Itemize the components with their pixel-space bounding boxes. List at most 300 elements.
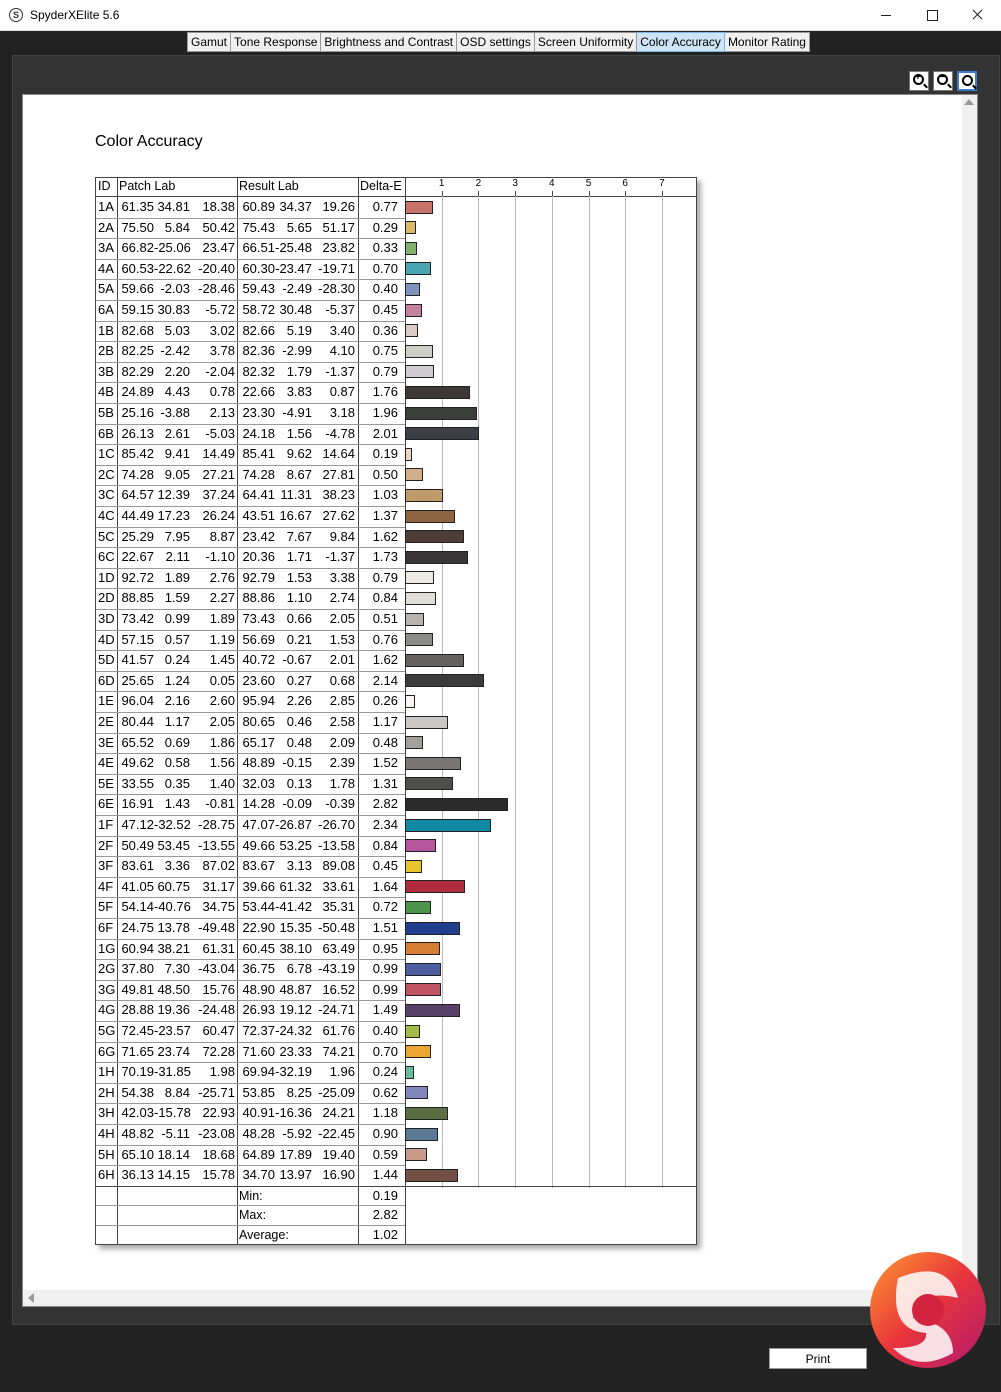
cell-result-lab: -0.09 <box>282 796 312 812</box>
cell-patch-lab: 61.35 <box>121 199 154 214</box>
cell-patch-id: 2A <box>98 219 114 235</box>
cell-result-lab: 51.17 <box>322 219 355 235</box>
cell-delta-e: 0.59 <box>372 1146 398 1162</box>
cell-result-lab: 49.66 <box>242 837 275 853</box>
cell-patch-lab: -5.03 <box>205 425 235 441</box>
cell-patch-id: 1E <box>98 693 114 709</box>
cell-result-lab: 3.38 <box>329 569 355 585</box>
cell-result-lab: 39.66 <box>242 878 275 894</box>
cell-patch-id: 2G <box>98 961 116 977</box>
delta-e-bar <box>405 819 491 832</box>
cell-patch-lab: 2.76 <box>209 569 235 585</box>
cell-result-lab: 19.26 <box>322 199 355 214</box>
cell-patch-lab: 2.61 <box>164 425 190 441</box>
cell-result-lab: 32.03 <box>242 775 275 791</box>
axis-tick-label: 1 <box>438 178 445 189</box>
tab-gamut[interactable]: Gamut <box>187 32 231 52</box>
cell-result-lab: 48.87 <box>279 981 312 997</box>
scroll-left-arrow-icon[interactable] <box>28 1293 34 1303</box>
cell-patch-lab: 54.38 <box>121 1084 154 1100</box>
cell-patch-lab: 37.80 <box>121 961 154 977</box>
summary-label: Max: <box>239 1208 267 1223</box>
delta-e-bar <box>405 571 434 584</box>
cell-patch-id: 2F <box>98 837 114 853</box>
zoom-fit-button[interactable] <box>957 71 977 91</box>
cell-delta-e: 0.26 <box>372 693 398 709</box>
cell-patch-lab: 2.20 <box>164 363 190 379</box>
cell-delta-e: 0.70 <box>372 1043 398 1059</box>
cell-patch-lab: -5.11 <box>161 1126 190 1141</box>
cell-result-lab: 11.31 <box>280 487 312 503</box>
delta-e-bar <box>405 386 470 399</box>
cell-result-lab: 69.94 <box>242 1064 275 1080</box>
chart-gridline <box>552 196 553 1188</box>
cell-patch-lab: 25.29 <box>121 528 154 544</box>
cell-result-lab: -43.19 <box>318 961 355 977</box>
cell-delta-e: 0.62 <box>372 1084 398 1100</box>
cell-patch-lab: 83.61 <box>121 858 154 874</box>
cell-patch-id: 3G <box>98 981 116 997</box>
cell-result-lab: 9.84 <box>329 528 355 544</box>
cell-result-lab: -0.39 <box>325 796 355 812</box>
cell-patch-lab: 14.49 <box>202 446 235 462</box>
cell-delta-e: 0.40 <box>372 281 398 297</box>
report-title: Color Accuracy <box>95 133 203 150</box>
cell-patch-lab: 1.19 <box>209 631 235 647</box>
column-divider <box>405 178 406 1244</box>
maximize-button[interactable] <box>909 0 955 30</box>
cell-patch-lab: -1.10 <box>205 549 235 565</box>
cell-result-lab: 27.62 <box>322 508 355 523</box>
cell-result-lab: -28.30 <box>318 281 355 297</box>
delta-e-bar <box>405 674 484 687</box>
cell-result-lab: -26.70 <box>318 817 355 832</box>
cell-result-lab: 53.85 <box>242 1084 275 1100</box>
cell-patch-lab: 49.62 <box>121 755 154 771</box>
cell-patch-lab: 18.68 <box>202 1146 235 1162</box>
cell-patch-id: 1H <box>98 1064 115 1080</box>
cell-result-lab: 20.36 <box>242 549 275 565</box>
cell-patch-lab: 75.50 <box>121 219 154 235</box>
cell-result-lab: -5.92 <box>282 1126 312 1141</box>
cell-patch-lab: 5.03 <box>164 322 190 338</box>
cell-result-lab: 23.42 <box>242 528 275 544</box>
app-icon: S <box>9 8 23 22</box>
summary-label: Min: <box>239 1188 263 1203</box>
cell-patch-lab: -20.40 <box>198 260 235 276</box>
delta-e-bar <box>405 1169 458 1182</box>
cell-result-lab: -1.37 <box>325 363 355 379</box>
cell-patch-lab: 1.43 <box>164 796 190 812</box>
zoom-out-button[interactable] <box>933 71 953 91</box>
cell-result-lab: 0.21 <box>286 631 312 647</box>
cell-patch-lab: 82.25 <box>121 343 154 359</box>
cell-patch-lab: 16.91 <box>121 796 154 812</box>
delta-e-bar <box>405 860 422 873</box>
cell-patch-id: 5A <box>98 281 114 297</box>
cell-result-lab: 1.56 <box>286 425 312 441</box>
delta-e-bar <box>405 1128 438 1141</box>
cell-result-lab: 80.65 <box>242 714 275 729</box>
cell-patch-lab: -49.48 <box>198 920 235 935</box>
cell-patch-id: 2H <box>98 1084 115 1100</box>
cell-result-lab: -24.32 <box>275 1023 312 1038</box>
cell-patch-id: 5F <box>98 899 114 915</box>
delta-e-bar <box>405 551 468 564</box>
cell-patch-lab: 48.50 <box>157 981 190 997</box>
cell-result-lab: 27.81 <box>322 466 355 482</box>
cell-result-lab: -4.78 <box>325 425 355 441</box>
cell-patch-lab: 2.05 <box>209 714 235 729</box>
cell-patch-lab: 2.16 <box>164 693 190 709</box>
cell-result-lab: 1.53 <box>286 569 312 585</box>
cell-result-lab: 24.18 <box>242 425 275 441</box>
delta-e-bar <box>405 530 464 543</box>
cell-patch-lab: 28.88 <box>121 1002 154 1018</box>
cell-patch-lab: 1.56 <box>209 755 235 771</box>
cell-result-lab: -25.48 <box>275 240 312 256</box>
cell-patch-lab: 96.04 <box>121 693 154 709</box>
axis-tick-label: 6 <box>622 178 628 189</box>
cell-result-lab: 22.90 <box>242 920 275 935</box>
cell-delta-e: 0.99 <box>372 961 398 977</box>
cell-delta-e: 0.76 <box>372 631 398 647</box>
cell-result-lab: 61.32 <box>279 878 312 894</box>
summary-label: Average: <box>239 1227 289 1242</box>
cell-patch-lab: 60.75 <box>157 878 190 894</box>
cell-result-lab: 9.62 <box>286 446 312 462</box>
cell-patch-lab: 0.57 <box>164 631 190 647</box>
cell-result-lab: 0.68 <box>329 672 355 688</box>
cell-result-lab: 23.30 <box>242 405 275 420</box>
cell-delta-e: 1.52 <box>372 755 398 771</box>
tab-screen-uniformity[interactable]: Screen Uniformity <box>535 32 637 52</box>
cell-result-lab: -13.58 <box>318 837 355 853</box>
cell-patch-lab: 0.58 <box>164 755 190 771</box>
cell-patch-id: 3E <box>98 734 114 750</box>
zoom-in-button[interactable] <box>909 71 929 91</box>
cell-delta-e: 1.96 <box>372 405 398 420</box>
cell-delta-e: 0.45 <box>372 302 398 317</box>
cell-patch-lab: 2.60 <box>209 693 235 709</box>
cell-patch-lab: 7.95 <box>164 528 190 544</box>
axis-tick-label: 4 <box>549 178 555 189</box>
delta-e-bar <box>405 1045 431 1058</box>
cell-result-lab: 2.01 <box>329 652 355 668</box>
cell-result-lab: 47.07 <box>242 817 275 832</box>
cell-patch-lab: -2.03 <box>160 281 190 297</box>
cell-patch-lab: 72.28 <box>202 1043 235 1059</box>
cell-patch-lab: 74.28 <box>121 466 154 482</box>
delta-e-bar <box>405 242 417 255</box>
cell-result-lab: 0.48 <box>286 734 312 750</box>
delta-e-bar <box>405 716 448 729</box>
cell-patch-lab: -24.48 <box>198 1002 235 1018</box>
cell-result-lab: -23.47 <box>275 260 312 276</box>
cell-patch-lab: 33.55 <box>121 775 154 791</box>
cell-patch-id: 2E <box>98 714 114 729</box>
cell-patch-lab: 23.74 <box>157 1043 190 1059</box>
cell-delta-e: 0.24 <box>372 1064 398 1080</box>
cell-delta-e: 0.19 <box>372 446 398 462</box>
cell-patch-id: 4D <box>98 631 115 647</box>
cell-patch-lab: 41.57 <box>121 652 154 668</box>
delta-e-bar <box>405 324 418 337</box>
cell-result-lab: 71.60 <box>242 1043 275 1059</box>
cell-result-lab: -22.45 <box>318 1126 355 1141</box>
cell-result-lab: -0.67 <box>282 652 312 668</box>
cell-patch-lab: 2.13 <box>209 405 235 420</box>
cell-delta-e: 2.14 <box>372 672 398 688</box>
close-button[interactable] <box>955 0 1001 30</box>
cell-result-lab: 48.28 <box>242 1126 275 1141</box>
cell-result-lab: 1.96 <box>329 1064 355 1080</box>
tab-color-accuracy[interactable]: Color Accuracy <box>637 32 725 52</box>
vertical-scrollbar[interactable] <box>962 95 977 1290</box>
cell-delta-e: 0.50 <box>372 466 398 482</box>
delta-e-bar <box>405 695 415 708</box>
cell-patch-lab: 0.24 <box>164 652 190 668</box>
delta-e-bar <box>405 839 436 852</box>
cell-result-lab: -50.48 <box>318 920 355 935</box>
cell-patch-lab: 27.21 <box>202 466 235 482</box>
cell-patch-id: 1A <box>98 199 114 214</box>
cell-result-lab: 75.43 <box>242 219 275 235</box>
cell-result-lab: 19.40 <box>322 1146 355 1162</box>
cell-patch-id: 5E <box>98 775 114 791</box>
cell-result-lab: 61.76 <box>322 1023 355 1038</box>
cell-patch-lab: 59.15 <box>121 302 154 317</box>
cell-result-lab: 72.37 <box>242 1023 275 1038</box>
cell-delta-e: 0.51 <box>372 611 398 626</box>
delta-e-bar <box>405 427 479 440</box>
cell-result-lab: 38.10 <box>279 940 312 956</box>
cell-result-lab: 34.70 <box>242 1167 275 1183</box>
delta-e-bar <box>405 880 465 893</box>
cell-patch-id: 1D <box>98 569 115 585</box>
cell-patch-lab: 37.24 <box>202 487 235 503</box>
cell-patch-lab: 14.15 <box>157 1167 190 1183</box>
delta-e-bar <box>405 613 424 626</box>
cell-result-lab: 14.64 <box>322 446 355 462</box>
cell-result-lab: 40.72 <box>242 652 275 668</box>
cell-patch-lab: 49.81 <box>121 981 154 997</box>
cell-patch-lab: 73.42 <box>121 611 154 626</box>
column-divider <box>117 178 118 1244</box>
cell-patch-lab: 23.47 <box>202 240 235 256</box>
delta-e-bar <box>405 448 412 461</box>
cell-patch-lab: 59.66 <box>121 281 154 297</box>
cell-result-lab: 16.67 <box>279 508 312 523</box>
cell-delta-e: 1.44 <box>372 1167 398 1183</box>
cell-patch-id: 4F <box>98 878 114 894</box>
cell-patch-lab: 25.65 <box>121 672 154 688</box>
cell-result-lab: 19.12 <box>279 1002 312 1018</box>
cell-result-lab: 0.27 <box>286 672 312 688</box>
cell-patch-lab: 25.16 <box>121 405 154 420</box>
cell-patch-lab: 44.49 <box>121 508 154 523</box>
cell-delta-e: 0.79 <box>372 363 398 379</box>
cell-patch-lab: 36.13 <box>121 1167 154 1183</box>
cell-result-lab: 92.79 <box>242 569 275 585</box>
cell-result-lab: 1.10 <box>286 590 312 606</box>
axis-tick-label: 7 <box>659 178 665 189</box>
cell-patch-lab: -15.78 <box>154 1105 191 1121</box>
cell-patch-lab: 57.15 <box>121 631 154 647</box>
cell-patch-lab: 7.30 <box>164 961 190 977</box>
cell-result-lab: 48.90 <box>242 981 275 997</box>
cell-result-lab: 4.10 <box>329 343 355 359</box>
cell-patch-lab: 1.45 <box>209 652 235 668</box>
cell-patch-lab: -40.76 <box>154 899 191 915</box>
cell-patch-id: 5H <box>98 1146 115 1162</box>
cell-delta-e: 2.01 <box>372 425 398 441</box>
cell-result-lab: 35.31 <box>322 899 355 915</box>
delta-e-bar <box>405 798 508 811</box>
delta-e-bar <box>405 757 461 770</box>
cell-result-lab: 2.05 <box>329 611 355 626</box>
cell-result-lab: 2.09 <box>329 734 355 750</box>
tab-brightness-and-contrast[interactable]: Brightness and Contrast <box>321 32 457 52</box>
cell-delta-e: 0.72 <box>372 899 398 915</box>
tab-tone-response[interactable]: Tone Response <box>231 32 321 52</box>
tab-monitor-rating[interactable]: Monitor Rating <box>725 32 810 52</box>
cell-patch-id: 5B <box>98 405 114 420</box>
cell-result-lab: 8.25 <box>286 1084 312 1100</box>
cell-result-lab: 0.13 <box>286 775 312 791</box>
cell-patch-lab: -2.04 <box>205 363 235 379</box>
cell-result-lab: 38.23 <box>322 487 355 503</box>
cell-patch-lab: 1.89 <box>209 611 235 626</box>
cell-delta-e: 1.17 <box>372 714 398 729</box>
cell-patch-lab: 72.45 <box>121 1023 154 1038</box>
horizontal-scrollbar[interactable] <box>23 1290 962 1306</box>
delta-e-bar <box>405 489 443 502</box>
cell-patch-lab: 82.68 <box>121 322 154 338</box>
cell-result-lab: 53.25 <box>279 837 312 853</box>
cell-result-lab: 15.35 <box>279 920 312 935</box>
cell-patch-lab: 50.49 <box>121 837 154 853</box>
cell-delta-e: 2.34 <box>372 817 398 832</box>
column-divider <box>237 178 238 1244</box>
cell-patch-lab: 8.84 <box>164 1084 190 1100</box>
cell-result-lab: 2.58 <box>329 714 355 729</box>
cell-delta-e: 0.84 <box>372 837 398 853</box>
cell-patch-lab: 13.78 <box>157 920 190 935</box>
cell-patch-lab: 15.78 <box>202 1167 235 1183</box>
cell-delta-e: 0.79 <box>372 569 398 585</box>
cell-patch-lab: 71.65 <box>121 1043 154 1059</box>
tab-osd-settings[interactable]: OSD settings <box>457 32 535 52</box>
cell-delta-e: 0.40 <box>372 1023 398 1038</box>
cell-patch-lab: -31.85 <box>154 1064 191 1080</box>
delta-e-bar <box>405 262 431 275</box>
cell-delta-e: 1.31 <box>372 775 398 791</box>
delta-e-bar <box>405 1086 428 1099</box>
cell-patch-id: 1C <box>98 446 115 462</box>
cell-patch-lab: -22.62 <box>154 260 191 276</box>
cell-result-lab: 0.66 <box>286 611 312 626</box>
cell-result-lab: 48.89 <box>242 755 275 771</box>
cell-patch-id: 6D <box>98 672 115 688</box>
print-button[interactable]: Print <box>769 1348 867 1369</box>
cell-result-lab: 3.13 <box>286 858 312 874</box>
cell-patch-lab: 48.82 <box>121 1126 154 1141</box>
cell-patch-lab: 0.05 <box>209 672 235 688</box>
cell-result-lab: 6.78 <box>286 961 312 977</box>
delta-e-bar <box>405 1066 414 1079</box>
cell-patch-lab: 88.85 <box>121 590 154 606</box>
cell-result-lab: -26.87 <box>275 817 312 832</box>
cell-result-lab: 8.67 <box>286 466 312 482</box>
cell-patch-lab: 30.83 <box>157 302 190 317</box>
minimize-button[interactable] <box>863 0 909 30</box>
cell-delta-e: 1.76 <box>372 384 398 400</box>
cell-patch-id: 5D <box>98 652 115 668</box>
chart-gridline <box>478 196 479 1188</box>
cell-patch-lab: 80.44 <box>121 714 154 729</box>
cell-patch-lab: 1.17 <box>164 714 190 729</box>
cell-patch-lab: 53.45 <box>157 837 190 853</box>
cell-delta-e: 1.62 <box>372 652 398 668</box>
cell-result-lab: 1.79 <box>286 363 312 379</box>
cell-result-lab: 95.94 <box>242 693 275 709</box>
site-logo <box>858 1238 988 1388</box>
chart-gridline <box>515 196 516 1188</box>
cell-patch-id: 1G <box>98 940 116 956</box>
cell-result-lab: 89.08 <box>322 858 355 874</box>
summary-value: 2.82 <box>372 1207 398 1223</box>
cell-patch-lab: -25.71 <box>198 1084 235 1100</box>
cell-result-lab: 65.17 <box>242 734 275 750</box>
delta-e-bar <box>405 633 433 646</box>
cell-patch-lab: 1.24 <box>164 672 190 688</box>
cell-result-lab: 60.45 <box>242 940 275 956</box>
delta-e-bar <box>405 983 441 996</box>
cell-result-lab: 73.43 <box>242 611 275 626</box>
scroll-up-arrow-icon[interactable] <box>964 99 974 105</box>
cell-result-lab: -2.99 <box>282 343 312 359</box>
cell-patch-lab: 8.87 <box>209 528 235 544</box>
cell-result-lab: -1.37 <box>325 549 355 565</box>
cell-result-lab: 56.69 <box>242 631 275 647</box>
cell-result-lab: 88.86 <box>242 590 275 606</box>
cell-result-lab: 40.91 <box>242 1105 275 1121</box>
cell-patch-lab: -0.81 <box>205 796 235 812</box>
axis-tick-label: 3 <box>512 178 518 189</box>
zoom-fit-icon <box>962 75 973 86</box>
delta-e-bar <box>405 1148 427 1161</box>
cell-patch-id: 4B <box>98 384 114 400</box>
cell-patch-lab: 0.78 <box>209 384 235 400</box>
cell-result-lab: 24.21 <box>322 1105 355 1121</box>
cell-patch-lab: 50.42 <box>202 219 235 235</box>
cell-patch-lab: 85.42 <box>121 446 154 462</box>
cell-result-lab: 33.61 <box>322 878 355 894</box>
delta-e-bar <box>405 1025 420 1038</box>
cell-result-lab: 17.89 <box>279 1146 312 1162</box>
cell-patch-id: 5G <box>98 1023 116 1038</box>
cell-patch-lab: 60.53 <box>121 260 154 276</box>
cell-patch-lab: 3.78 <box>209 343 235 359</box>
cell-delta-e: 0.29 <box>372 219 398 235</box>
cell-delta-e: 0.77 <box>372 199 398 214</box>
delta-e-bar <box>405 777 453 790</box>
cell-patch-id: 6G <box>98 1043 116 1059</box>
cell-patch-lab: 64.57 <box>121 487 154 503</box>
axis-tick-label: 2 <box>475 178 482 189</box>
cell-result-lab: 58.72 <box>242 302 275 317</box>
